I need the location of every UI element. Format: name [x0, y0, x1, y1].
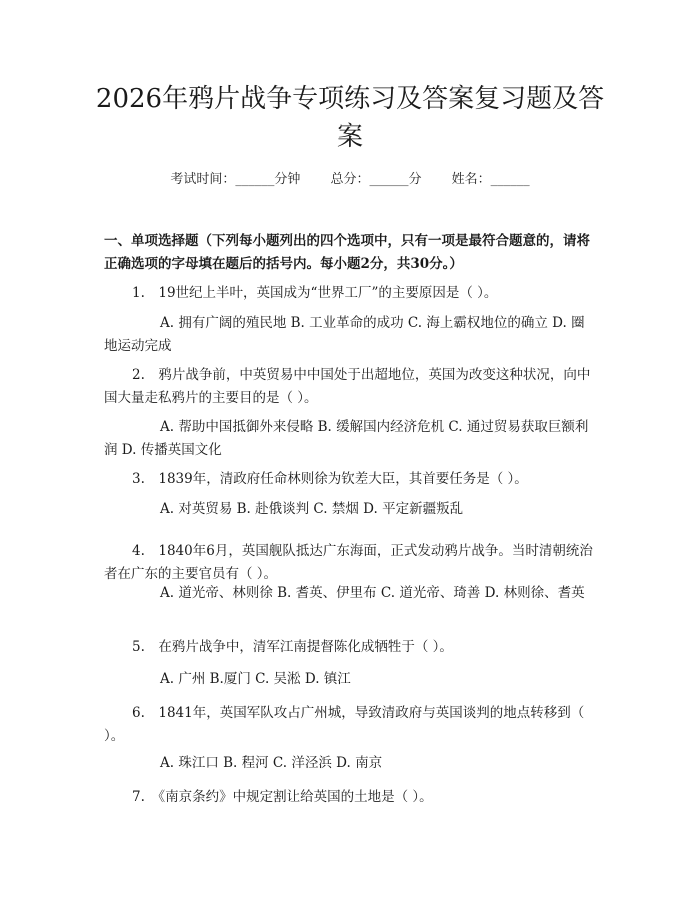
- exam-info: [0, 168, 700, 187]
- section-heading: 一、单项选择题（下列每小题列出的四个选项中，只有一项是最符合题意的，请将正确选项的字母填在题后的括号内。每小题2分，共30分。）: [104, 233, 590, 272]
- question-5-stem: 5. 在鸦片战争中，清军江南提督陈化成牺牲于（ ）。: [132, 639, 453, 655]
- question-7-stem: 7. 《南京条约》中规定割让给英国的土地是（ ）。: [132, 789, 433, 805]
- page-title: 2026年鸦片战争专项练习及答案复习题及答案: [95, 84, 605, 152]
- question-2-options: A. 帮助中国抵御外来侵略 B. 缓解国内经济危机 C. 通过贸易获取巨额利润 D. 传播英国文化: [104, 419, 589, 458]
- question-6-options: A. 珠江口 B. 程河 C. 洋泾浜 D. 南京: [160, 755, 383, 771]
- student-name-field: 姓名：______: [451, 172, 530, 187]
- question-4-options: A. 道光帝、林则徐 B. 耆英、伊里布 C. 道光帝、琦善 D. 林则徐、耆英: [160, 585, 585, 601]
- exam-time-field: 考试时间：______分钟: [170, 172, 301, 187]
- question-4-stem: 4. 1840年6月，英国舰队抵达广东海面，正式发动鸦片战争。当时清朝统治者在广东的主要官员有（ ）。: [104, 543, 593, 582]
- total-score-field: 总分：______分: [330, 172, 422, 187]
- question-5-options: A. 广州 B.厦门 C. 吴淞 D. 镇江: [160, 671, 351, 687]
- question-3-options: A. 对英贸易 B. 赴俄谈判 C. 禁烟 D. 平定新疆叛乱: [160, 501, 464, 517]
- question-3-stem: 3. 1839年，清政府任命林则徐为钦差大臣，其首要任务是（ ）。: [132, 471, 528, 487]
- question-1-options: A. 拥有广阔的殖民地 B. 工业革命的成功 C. 海上霸权地位的确立 D. 圈地运动完成: [104, 315, 585, 354]
- question-1-stem: 1. 19世纪上半叶，英国成为“世界工厂”的主要原因是（ ）。: [132, 285, 498, 301]
- question-6-stem: 6. 1841年，英国军队攻占广州城，导致清政府与英国谈判的地点转移到（ ）。: [104, 705, 585, 744]
- question-2-stem: 2. 鸦片战争前，中英贸易中中国处于出超地位，英国为改变这种状况，向中国大量走私鸦片的主要目的是（ ）。: [104, 367, 591, 406]
